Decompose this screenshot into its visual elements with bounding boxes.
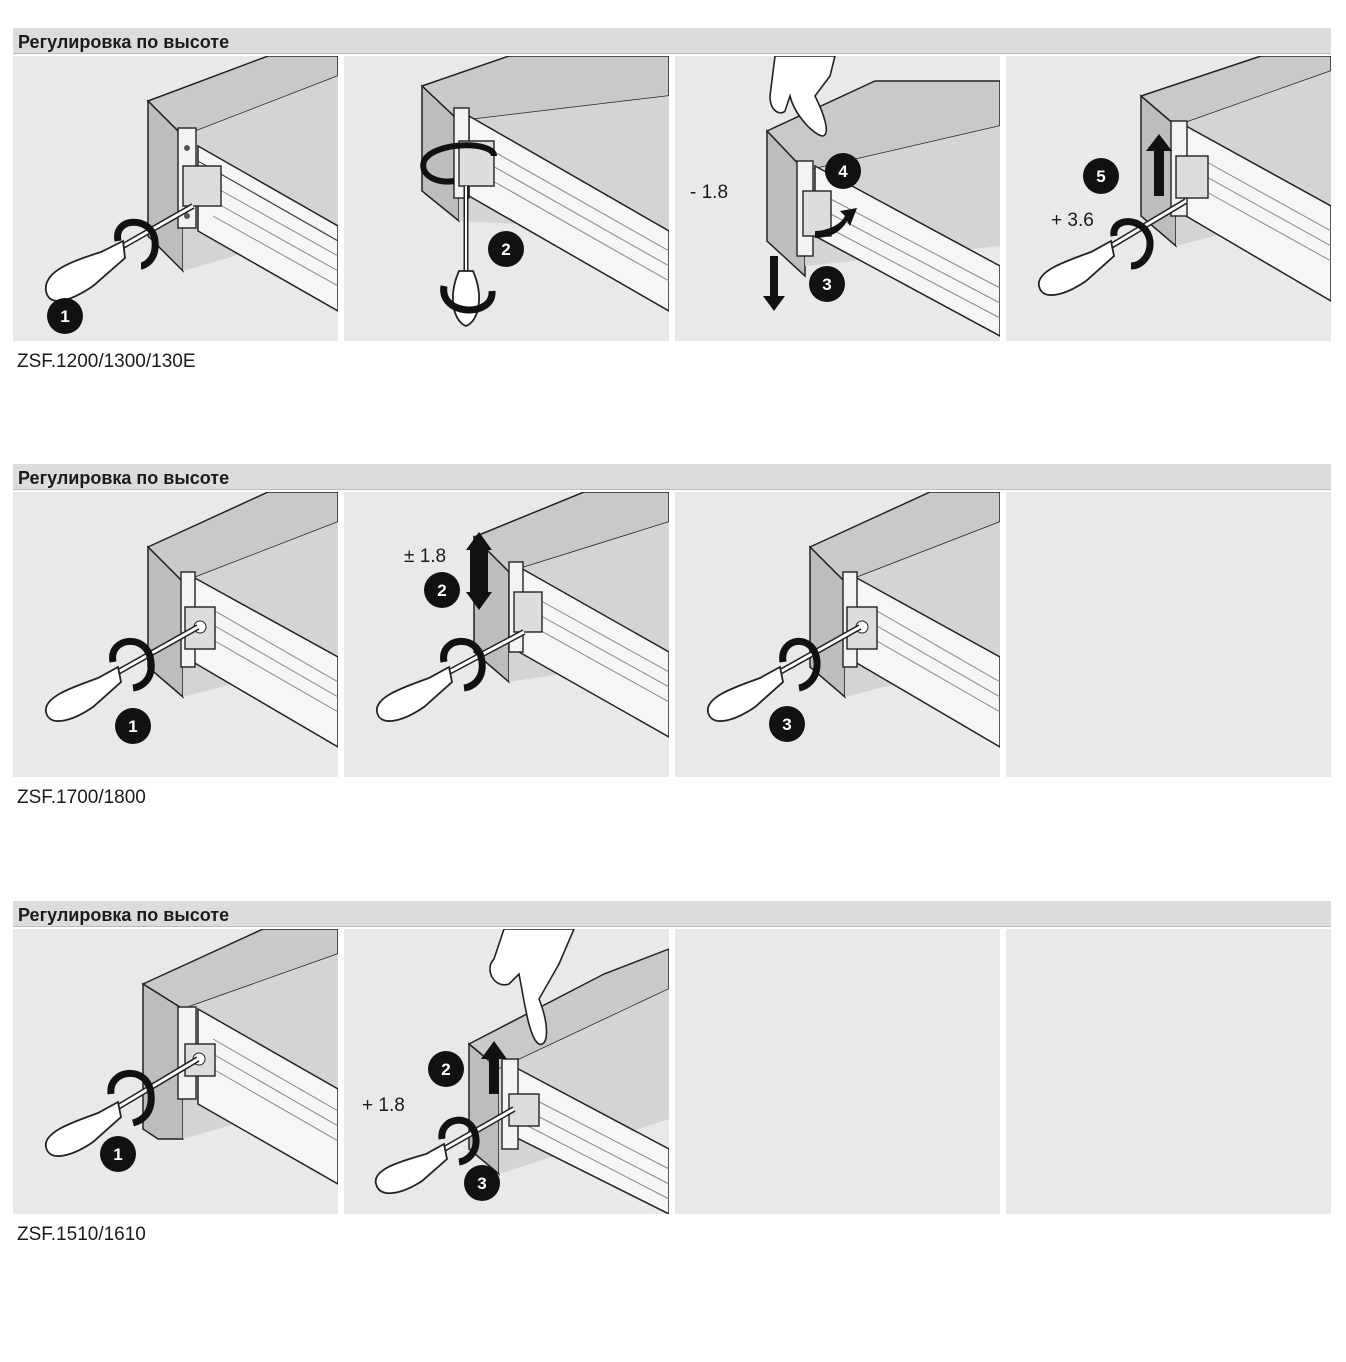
illustration-panel [344, 492, 669, 777]
step-number: 2 [441, 1060, 451, 1079]
step-badge [424, 572, 460, 608]
section-header [13, 28, 1331, 54]
step-number: 2 [437, 581, 447, 600]
step-badge [428, 1051, 464, 1087]
section-title: Регулировка по высоте [18, 468, 230, 488]
step-badge [47, 298, 83, 334]
step-badge [115, 708, 151, 744]
model-caption: ZSF.1700/1800 [17, 787, 146, 808]
drawer-adjust-illustration [344, 492, 669, 777]
adjustment-value: ± 1.8 [404, 546, 447, 567]
illustration-panel [344, 56, 669, 341]
drawer-adjust-illustration [13, 492, 338, 777]
step-badge [825, 153, 861, 189]
illustration-panel [13, 56, 338, 341]
illustration-panel [13, 492, 338, 777]
down-arrow-icon [763, 256, 785, 311]
step-number: 3 [782, 715, 792, 734]
empty-panel [1006, 929, 1331, 1214]
section-header [13, 901, 1331, 927]
step-number: 1 [128, 717, 138, 736]
drawer-adjust-illustration [1006, 56, 1331, 341]
section-title: Регулировка по высоте [18, 32, 230, 52]
section-title: Регулировка по высоте [18, 905, 230, 925]
drawer-adjust-illustration [344, 929, 669, 1214]
step-number: 2 [501, 240, 511, 259]
adjustment-value: - 1.8 [690, 182, 729, 203]
illustration-panel [344, 929, 669, 1214]
step-number: 3 [477, 1174, 487, 1193]
empty-panel [1006, 492, 1331, 777]
step-badge [464, 1165, 500, 1201]
drawer-adjust-illustration [13, 929, 338, 1214]
model-caption: ZSF.1510/1610 [17, 1224, 146, 1245]
step-number: 5 [1096, 167, 1106, 186]
empty-panel [675, 929, 1000, 1214]
step-badge [100, 1136, 136, 1172]
step-badge [769, 706, 805, 742]
illustration-panel [13, 929, 338, 1214]
step-badge [488, 231, 524, 267]
illustration-panel [1006, 56, 1331, 341]
drawer-adjust-illustration [13, 56, 338, 341]
illustration-panel [675, 492, 1000, 777]
step-number: 1 [113, 1145, 123, 1164]
drawer-adjust-illustration [675, 492, 1000, 777]
illustration-panel [675, 56, 1000, 341]
step-number: 4 [838, 162, 848, 181]
drawer-adjust-illustration [344, 56, 669, 341]
drawer-adjust-illustration [675, 56, 1000, 341]
step-number: 1 [60, 307, 70, 326]
adjustment-value: + 1.8 [362, 1095, 405, 1116]
adjustment-value: + 3.6 [1051, 210, 1094, 231]
step-badge [809, 266, 845, 302]
section-header [13, 464, 1331, 490]
step-badge [1083, 158, 1119, 194]
step-number: 3 [822, 275, 832, 294]
model-caption: ZSF.1200/1300/130E [17, 351, 196, 372]
